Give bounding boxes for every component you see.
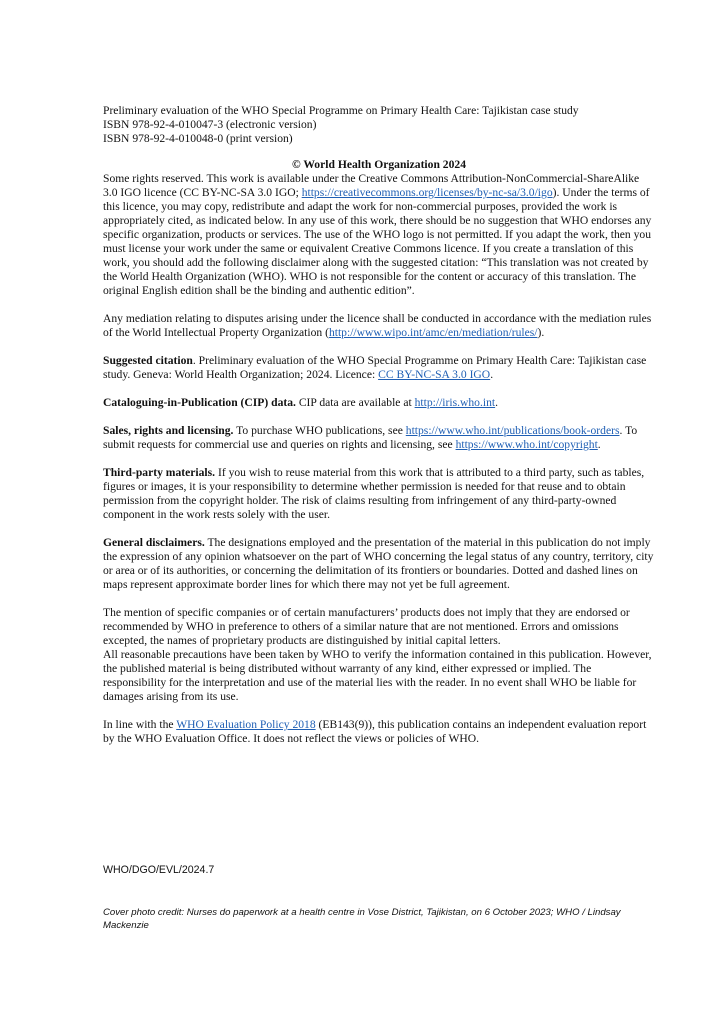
rights-text-2: ). Under the terms of this licence, you may copy, redistribute and adapt the work for non-commercial purposes, provided the work is appropriately cited, as indicated below. In any use of this work, there should be no suggestion that WHO endorses any specific organization, products or services. The use of the WHO logo is not permitted. If you adapt the work, then you must license your work under the same or equivalent Creative Commons licence. If you create a translation of this work, you should add the following disclaimer along with the suggested citation: “This translation was not created by the World Health Organization (WHO). WHO is not responsible for the content or accuracy of this translation. The original English edition shall be the binding and authentic edition”.: [103, 186, 652, 297]
publication-title: Preliminary evaluation of the WHO Special Programme on Primary Health Care: Tajikistan case study: [103, 104, 579, 117]
evaluation-policy-link[interactable]: WHO Evaluation Policy 2018: [176, 718, 316, 731]
citation-paragraph: [103, 354, 655, 382]
evaluation-paragraph: [103, 718, 655, 746]
rights-paragraph: [103, 172, 655, 298]
sales-text-1: To purchase WHO publications, see: [233, 424, 406, 437]
sales-text-2: . To submit requests for commercial use and queries on rights and licensing, see: [103, 424, 638, 451]
mediation-text-1: Any mediation relating to disputes arising under the licence shall be conducted in accordance with the mediation rules of the World Intellectual Property Organization (: [103, 312, 652, 339]
cip-end: .: [495, 396, 499, 409]
precautions-paragraph: All reasonable precautions have been taken by WHO to verify the information contained in this publication. However, the published material is being distributed without warranty of any kind, either expressed or implied. The responsibility for the interpretation and use of the material lies with the reader. In no event shall WHO be liable for damages arising from its use.: [103, 648, 652, 703]
third-party-paragraph: [103, 466, 655, 522]
evaluation-text-1: In line with the: [103, 718, 177, 731]
copyright-page-body: [103, 104, 655, 760]
publication-header: [103, 104, 655, 146]
isbn-electronic: ISBN 978-92-4-010047-3 (electronic version): [103, 118, 317, 131]
third-party-text: If you wish to reuse material from this work that is attributed to a third party, such as tables, figures or images, it is your responsibility to determine whether permission is needed for that reuse and to obtain permission from the copyright holder. The risk of claims resulting from infringement of any third-party-owned component in the work rests solely with the user.: [103, 466, 645, 521]
iris-link[interactable]: http://iris.who.int: [414, 396, 496, 409]
sales-paragraph: [103, 424, 655, 452]
isbn-print: ISBN 978-92-4-010048-0 (print version): [103, 132, 293, 145]
cip-text: CIP data are available at: [295, 396, 415, 409]
cip-paragraph: [103, 396, 655, 410]
evaluation-text-2: (EB143(9)), this publication contains an independent evaluation report by the WHO Evaluation Office. It does not reflect the views or policies of WHO.: [103, 718, 647, 745]
wipo-mediation-link[interactable]: http://www.wipo.int/amc/en/mediation/rules/: [328, 326, 538, 339]
sales-label: Sales, rights and licensing.: [103, 424, 234, 437]
mention-paragraph: The mention of specific companies or of certain manufacturers’ products does not imply that they are endorsed or recommended by WHO in preference to others of a similar nature that are not mentioned. Errors and omissions excepted, the names of proprietary products are distinguished by initial capital letters.: [103, 606, 630, 647]
citation-end: .: [490, 368, 494, 381]
sales-end: .: [597, 438, 601, 451]
disclaimers-label: General disclaimers.: [103, 536, 205, 549]
cover-photo-credit: Cover photo credit: Nurses do paperwork at a health centre in Vose District, Tajikistan, on 6 October 2023; WHO / Lindsay Mackenzie: [103, 907, 621, 931]
mediation-text-2: ).: [537, 326, 545, 339]
copyright-link[interactable]: https://www.who.int/copyright: [455, 438, 598, 451]
copyright-notice: © World Health Organization 2024: [292, 158, 466, 171]
rights-text-1: Some rights reserved. This work is available under the Creative Commons Attribution-NonCommercial-ShareAlike 3.0 IGO licence (CC BY-NC-SA 3.0 IGO;: [103, 172, 640, 199]
book-orders-link[interactable]: https://www.who.int/publications/book-orders: [405, 424, 620, 437]
citation-label: Suggested citation: [103, 354, 193, 367]
disclaimers-paragraph: [103, 536, 655, 592]
creative-commons-link[interactable]: https://creativecommons.org/licenses/by-nc-sa/3.0/igo: [301, 186, 553, 199]
cip-label: Cataloguing-in-Publication (CIP) data.: [103, 396, 296, 409]
citation-text: . Preliminary evaluation of the WHO Special Programme on Primary Health Care: Tajikistan case study. Geneva: World Health Organization; 2024. Licence:: [103, 354, 647, 381]
mediation-paragraph: [103, 312, 655, 340]
third-party-label: Third-party materials.: [103, 466, 216, 479]
disclaimers-text: The designations employed and the presentation of the material in this publication do not imply the expression of any opinion whatsoever on the part of WHO concerning the legal status of any country, territory, city or area or of its authorities, or concerning the delimitation of its frontiers or boundaries. Dotted and dashed lines on maps represent approximate border lines for which there may not yet be full agreement.: [103, 536, 654, 591]
licence-link[interactable]: CC BY-NC-SA 3.0 IGO: [378, 368, 491, 381]
document-reference: WHO/DGO/EVL/2024.7: [103, 864, 215, 876]
